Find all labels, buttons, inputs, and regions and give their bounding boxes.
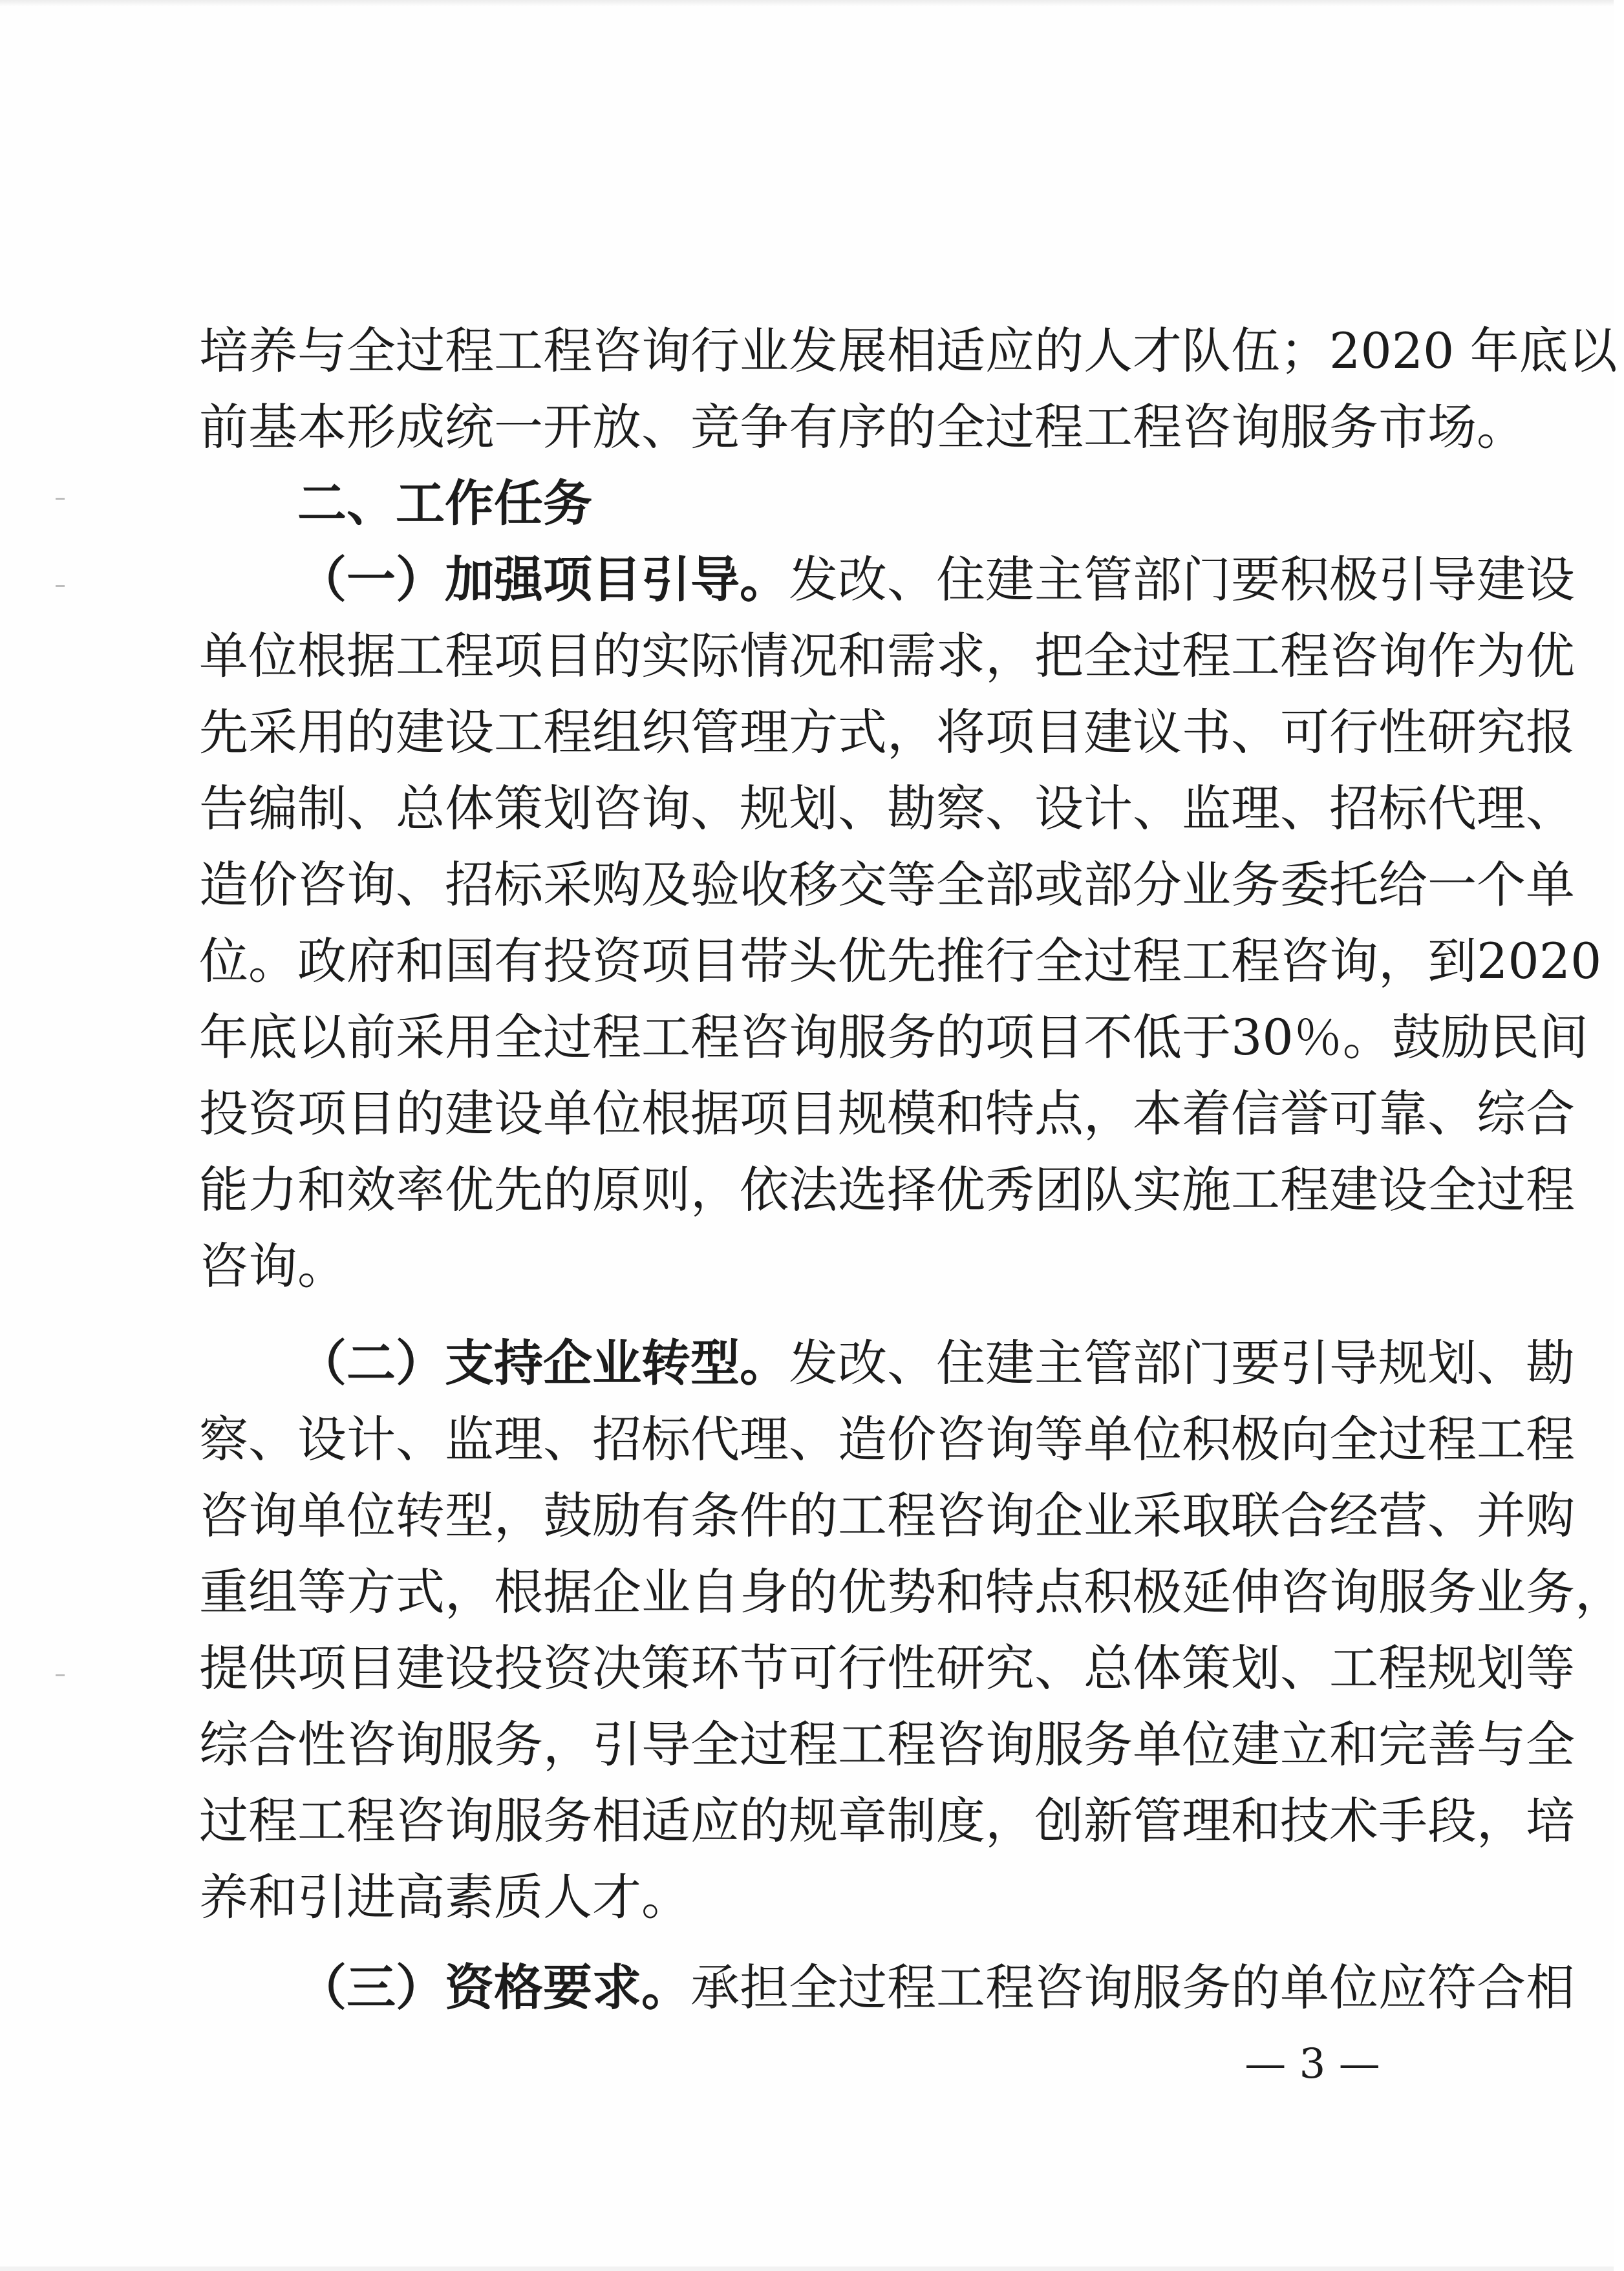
scan-top-edge xyxy=(0,0,1614,6)
body-line: 养和引进高素质人才。 xyxy=(199,1868,690,1926)
item1-first-rest: 发改、住建主管部门要积极引导建设 xyxy=(789,551,1575,608)
item2-first-line xyxy=(297,1325,1575,1402)
body-line: 能力和效率优先的原则，依法选择优秀团队实施工程建设全过程 xyxy=(199,1161,1575,1219)
item1-first-line xyxy=(297,542,1575,618)
body-line: 培养与全过程工程咨询行业发展相适应的人才队伍；2020 年底以 xyxy=(199,322,1618,379)
body-line: 年底以前采用全过程工程咨询服务的项目不低于30％。鼓励民间 xyxy=(199,1008,1588,1066)
body-line: 重组等方式，根据企业自身的优势和特点积极延伸咨询服务业务， xyxy=(199,1563,1624,1621)
item3-lead: （三）资格要求。 xyxy=(297,1959,690,2016)
item2-first-rest: 发改、住建主管部门要引导规划、勘 xyxy=(789,1334,1575,1392)
body-line: 造价咨询、招标采购及验收移交等全部或部分业务委托给一个单 xyxy=(199,856,1575,913)
margin-mark xyxy=(56,585,65,587)
body-line: 位。政府和国有投资项目带头优先推行全过程工程咨询，到2020 xyxy=(199,932,1602,990)
body-line: 咨询。 xyxy=(199,1237,347,1295)
body-line: 告编制、总体策划咨询、规划、勘察、设计、监理、招标代理、 xyxy=(199,780,1575,837)
body-line: 过程工程咨询服务相适应的规章制度，创新管理和技术手段，培 xyxy=(199,1792,1575,1850)
body-line: 综合性咨询服务，引导全过程工程咨询服务单位建立和完善与全 xyxy=(199,1716,1575,1773)
body-line: 先采用的建设工程组织管理方式，将项目建议书、可行性研究报 xyxy=(199,703,1575,761)
item3-first-rest: 承担全过程工程咨询服务的单位应符合相 xyxy=(690,1959,1575,2016)
body-line: 单位根据工程项目的实际情况和需求，把全过程工程咨询作为优 xyxy=(199,627,1575,685)
scan-bottom-edge xyxy=(0,2266,1614,2271)
item3-first-line xyxy=(297,1950,1575,2026)
section-heading: 二、工作任务 xyxy=(297,474,592,532)
margin-mark xyxy=(56,1674,65,1676)
item1-lead: （一）加强项目引导。 xyxy=(297,551,789,608)
body-line: 咨询单位转型，鼓励有条件的工程咨询企业采取联合经营、并购 xyxy=(199,1487,1575,1544)
body-line: 投资项目的建设单位根据项目规模和特点，本着信誉可靠、综合 xyxy=(199,1085,1575,1142)
page-number: — 3 — xyxy=(1245,2040,1380,2088)
item2-lead: （二）支持企业转型。 xyxy=(297,1334,789,1392)
body-line: 提供项目建设投资决策环节可行性研究、总体策划、工程规划等 xyxy=(199,1639,1575,1697)
body-line: 察、设计、监理、招标代理、造价咨询等单位积极向全过程工程 xyxy=(199,1411,1575,1468)
margin-mark xyxy=(56,498,65,500)
body-line: 前基本形成统一开放、竞争有序的全过程工程咨询服务市场。 xyxy=(199,398,1526,456)
